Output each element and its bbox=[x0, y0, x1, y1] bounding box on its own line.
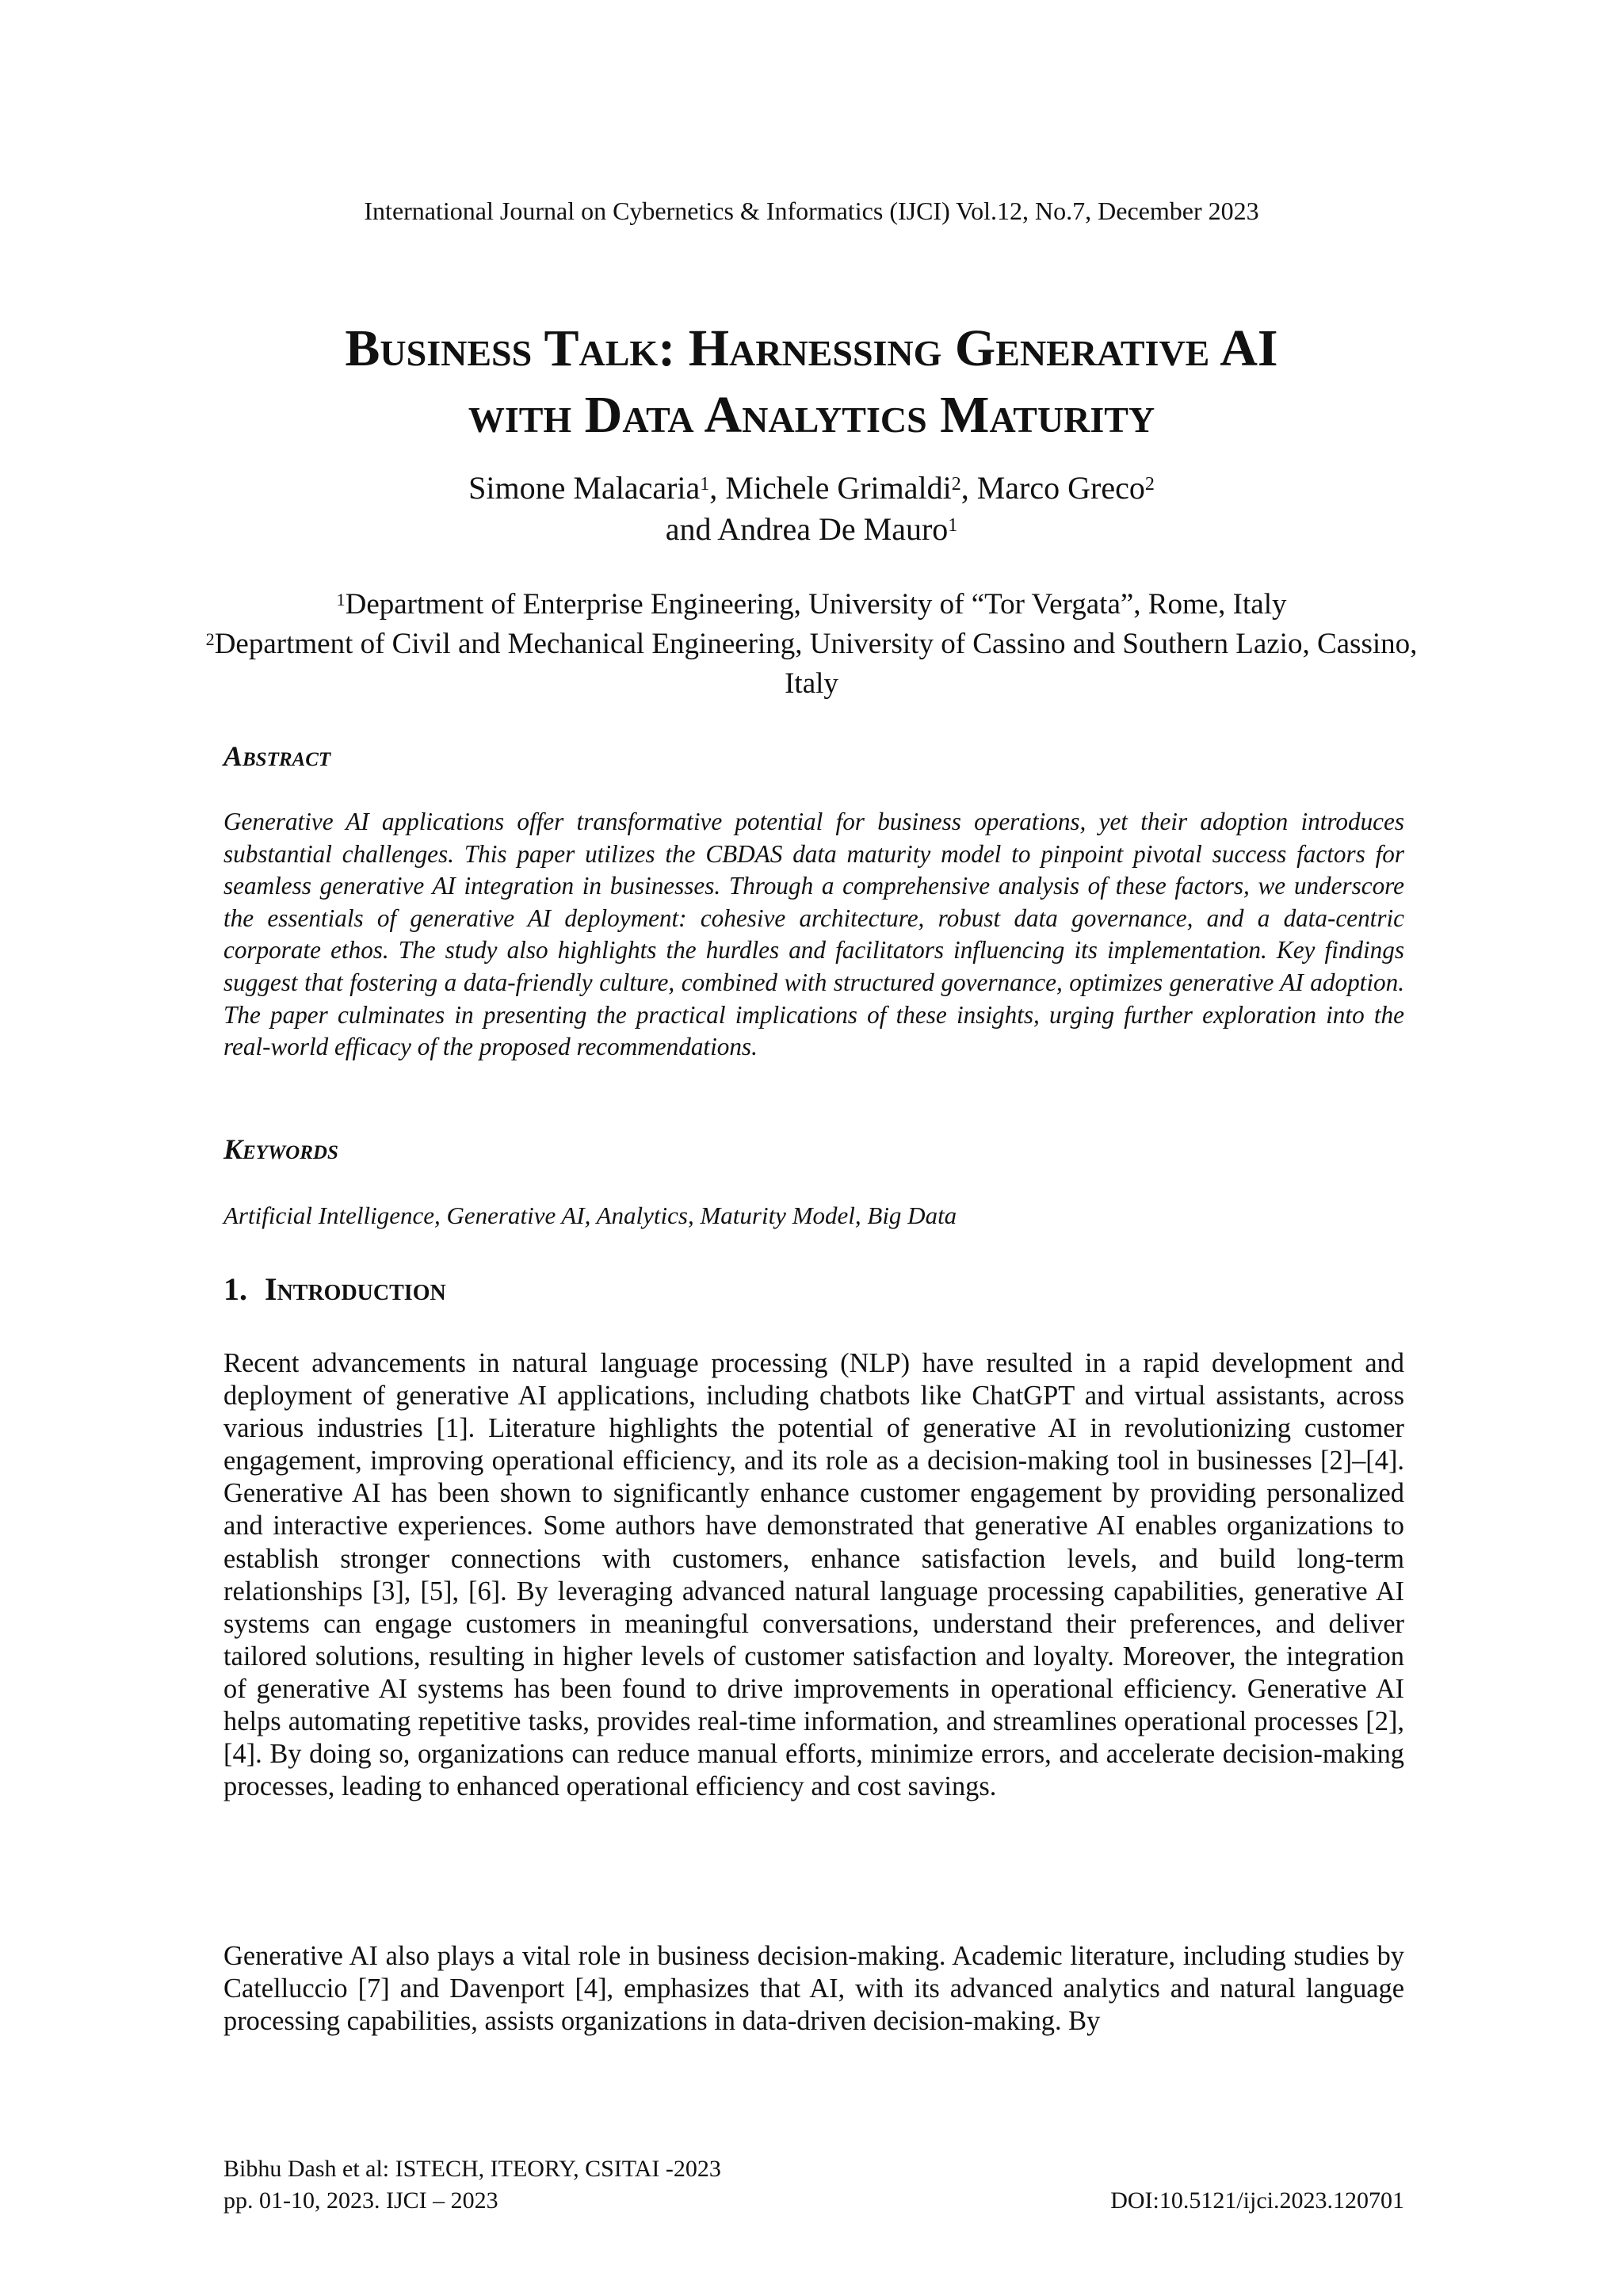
section-title: Introduction bbox=[265, 1271, 446, 1307]
body-paragraph: Recent advancements in natural language processing (NLP) have resulted in a rapid development and deployment of generative AI applications, including chatbots like ChatGPT and virtual assistants, across various industries [1]. Literature highlights the potential of generative AI in revolutionizing customer engagement, improving operational efficiency, and its role as a decision-making tool in businesses [2]–[4]. Generative AI has been shown to significantly enhance customer engagement by providing personalized and interactive experiences. Some authors have demonstrated that generative AI enables organizations to establish stronger connections with customers, enhance satisfaction levels, and build long-term relationships [3], [5], [6]. By leveraging advanced natural language processing capabilities, generative AI systems can engage customers in meaningful conversations, understand their preferences, and deliver tailored solutions, resulting in higher levels of customer satisfaction and loyalty. Moreover, the integration of generative AI systems has been found to drive improvements in operational efficiency. Generative AI helps automating repetitive tasks, provides real-time information, and streamlines operational processes [2], [4]. By doing so, organizations can reduce manual efforts, minimize errors, and accelerate decision-making processes, leading to enhanced operational efficiency and cost savings. bbox=[223, 1348, 1404, 1802]
abstract-heading: Abstract bbox=[223, 740, 331, 772]
affiliation-text: Department of Civil and Mechanical Engineering, University of Cassino and Southern Lazio, Cassino, Italy bbox=[214, 628, 1418, 700]
author-affiliation-marker: 2 bbox=[1144, 474, 1155, 495]
author-affiliation-marker: 1 bbox=[700, 474, 710, 495]
author-name: Andrea De Mauro bbox=[717, 511, 949, 547]
author-affiliation-marker: 1 bbox=[948, 515, 958, 537]
keywords-heading: Keywords bbox=[223, 1133, 338, 1165]
footer-line: Bibhu Dash et al: ISTECH, ITEORY, CSITAI -2023 bbox=[223, 2156, 721, 2182]
doi-link[interactable]: DOI:10.5121/ijci.2023.120701 bbox=[1110, 2187, 1404, 2214]
abstract-text: Generative AI applications offer transformative potential for business operations, yet their adoption introduces substantial challenges. This paper utilizes the CBDAS data maturity model to pinpoint pivotal success factors for seamless generative AI integration in businesses. Through a comprehensive analysis of these factors, we underscore the essentials of generative AI deployment: cohesive architecture, robust data governance, and a data-centric corporate ethos. The study also highlights the hurdles and facilitators influencing its implementation. Key findings suggest that fostering a data-friendly culture, combined with structured governance, optimizes generative AI adoption. The paper culminates in presenting the practical implications of these insights, urging further exploration into the real-world efficacy of the proposed recommendations. bbox=[223, 808, 1404, 1061]
running-header: International Journal on Cybernetics & Informatics (IJCI) Vol.12, No.7, December 2023 bbox=[364, 197, 1259, 225]
author-name: Michele Grimaldi bbox=[725, 470, 952, 506]
paper-title bbox=[143, 315, 1480, 449]
section-number: 1. bbox=[223, 1271, 247, 1307]
footer-line: pp. 01-10, 2023. IJCI – 2023 bbox=[223, 2187, 498, 2214]
author-name: Simone Malacaria bbox=[468, 470, 701, 506]
author-list: Simone Malacaria$^1$, Michele Grimaldi$^2$, Marco Greco$^2$ and Andrea De Mauro$^1$ bbox=[468, 470, 1155, 547]
title-line-1: Business Talk: Harnessing Generative AI bbox=[345, 319, 1278, 377]
title-line-2: with Data Analytics Maturity bbox=[468, 386, 1155, 444]
affiliation-item bbox=[190, 585, 1433, 625]
keywords-text: Artificial Intelligence, Generative AI, Analytics, Maturity Model, Big Data bbox=[223, 1201, 957, 1229]
author-affiliation-marker: 2 bbox=[951, 474, 961, 495]
author-name: Marco Greco bbox=[976, 470, 1145, 506]
affiliation-number: 1 bbox=[336, 590, 346, 610]
body-paragraph: Generative AI also plays a vital role in business decision-making. Academic literature, including studies by Catelluccio [7] and Davenport [4], emphasizes that AI, with its advanced analytics and natural language processing capabilities, assists organizations in data-driven decision-making. By bbox=[223, 1941, 1404, 2037]
affiliation-list bbox=[190, 585, 1433, 704]
affiliation-item bbox=[190, 625, 1433, 704]
page-footer-left bbox=[223, 2153, 721, 2217]
affiliation-number: 2 bbox=[205, 629, 215, 650]
introduction-heading bbox=[223, 1270, 446, 1308]
author-conjunction: and bbox=[665, 511, 712, 547]
affiliation-text: Department of Enterprise Engineering, University of “Tor Vergata”, Rome, Italy bbox=[345, 588, 1287, 621]
